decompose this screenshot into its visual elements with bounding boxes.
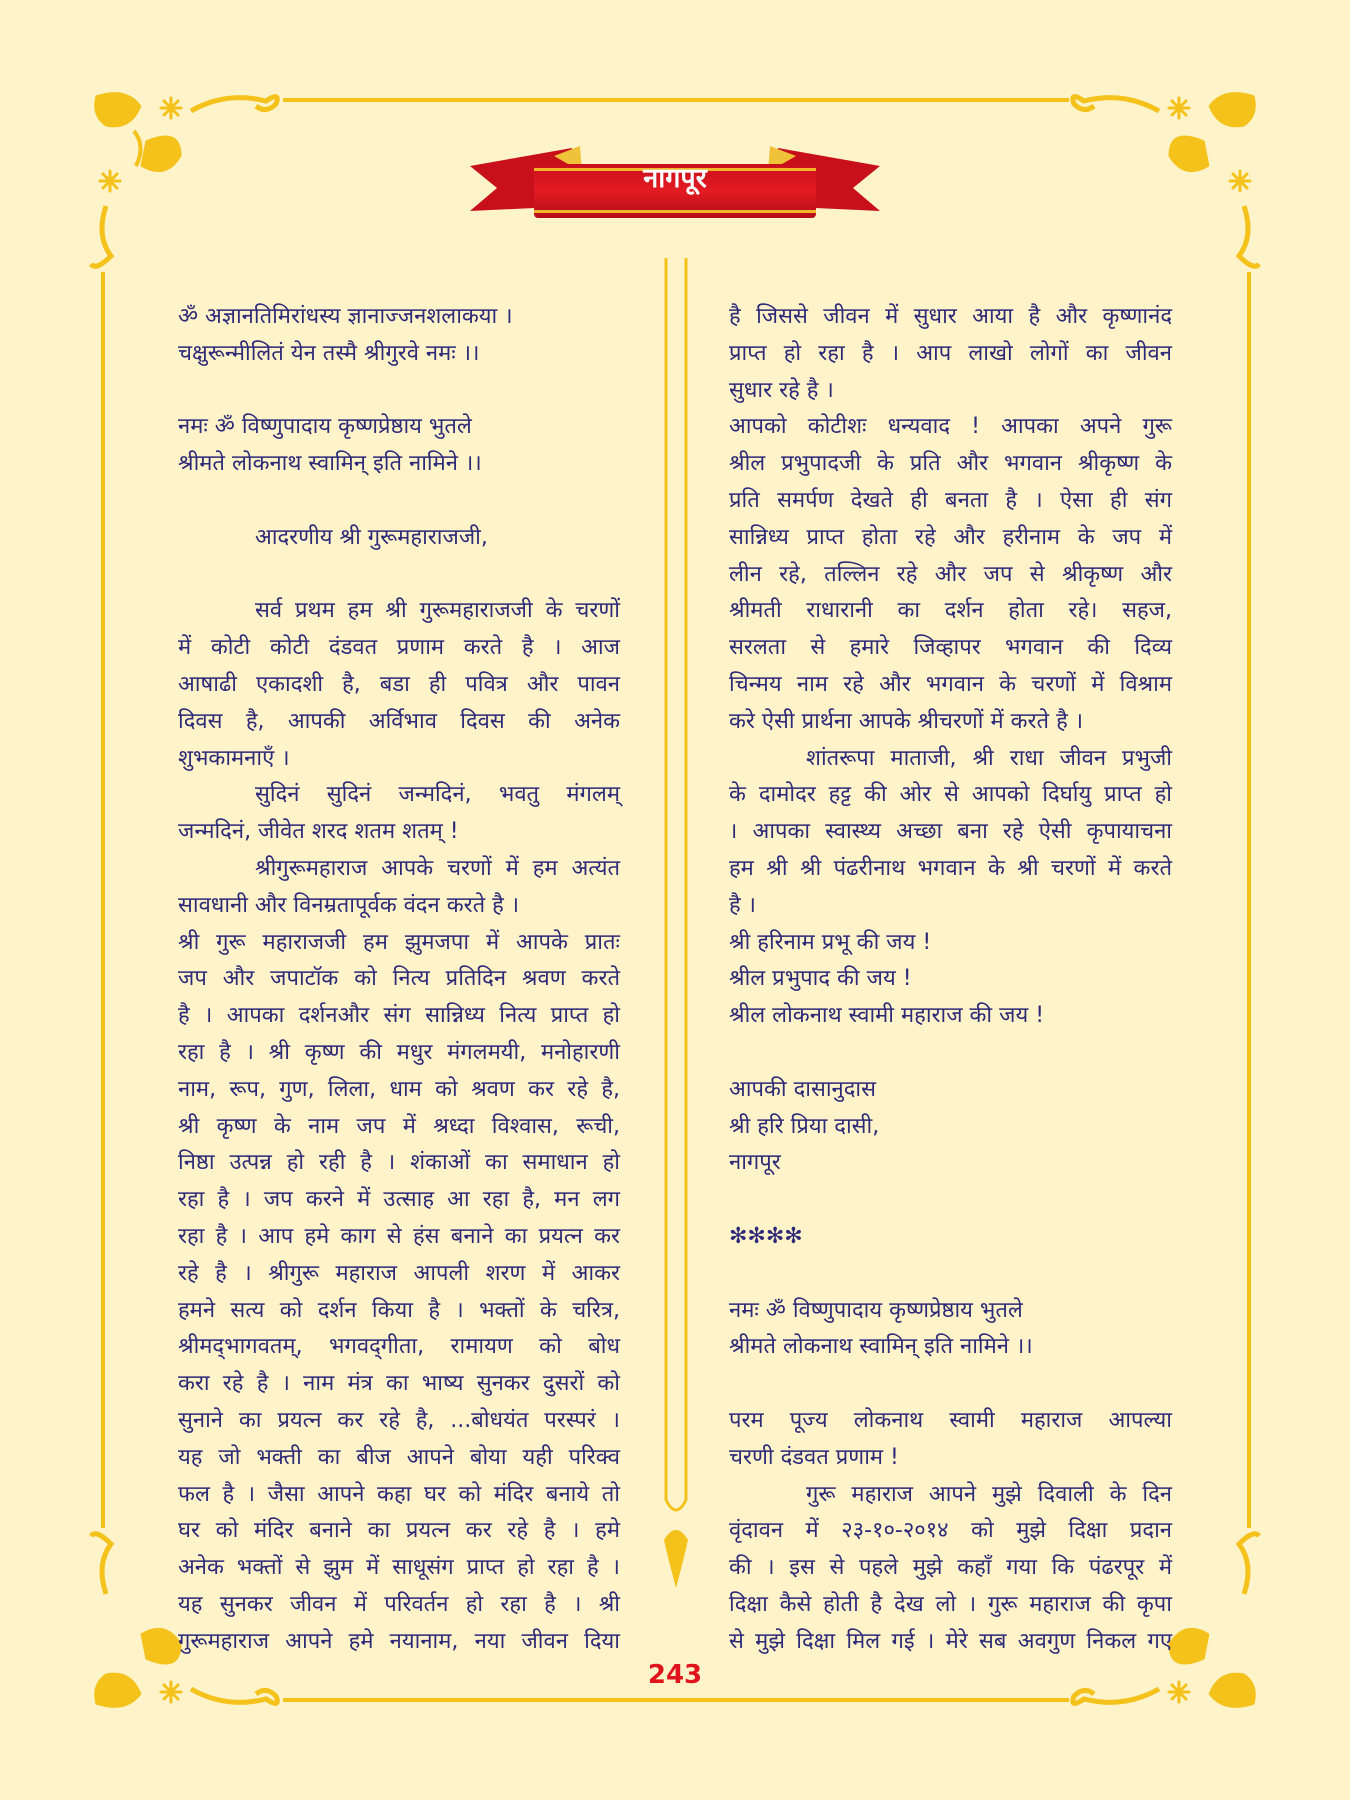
text-line: श्रीगुरूमहाराज आपके चरणों में हम अत्यंत: [255, 856, 620, 881]
text-line: है ।: [729, 892, 757, 918]
text-line: प्राप्त हो रहा है । आप लाखो लोगों का जीवन: [729, 340, 1172, 366]
border-bottom-line: [283, 1698, 1069, 1702]
text-line: सुनाने का प्रयत्न कर रहे है, ...बोधयंत परस्परं ।: [178, 1408, 620, 1433]
text-line: सरलता से हमारे जिव्हापर भगवान की दिव्य: [729, 635, 1172, 661]
text-line: है जिससे जीवन में सुधार आया है और कृष्णानंद: [729, 304, 1172, 329]
text-line: रहा है । आप हमे काग से हंस बनाने का प्रयत्न कर: [178, 1224, 620, 1249]
text-line: अनेक भक्तों से झुम में साधूसंग प्राप्त हो रहा है ।: [178, 1555, 620, 1581]
text-line: श्रीमते लोकनाथ स्वामिन् इति नामिने ।।: [178, 451, 482, 477]
text-line: लीन रहे, तल्लिन रहे और जप से श्रीकृष्ण और: [729, 561, 1172, 587]
text-line: गुरूमहाराज आपने हमे नयानाम, नया जीवन दिया: [178, 1628, 620, 1654]
column-divider: [662, 258, 690, 1618]
text-line: श्री गुरू महाराजजी हम झुमजपा में आपके प्रातः: [178, 929, 620, 955]
text-line: श्रील प्रभुपादजी के प्रति और भगवान श्रीकृष्ण के: [729, 451, 1172, 477]
text-line: नाम, रूप, गुण, लिला, धाम को श्रवण कर रहे है,: [178, 1076, 620, 1102]
text-line: श्रीमद्‌भागवतम्, भगवद्‌गीता, रामायण को बोध: [178, 1334, 620, 1360]
text-line: चक्षुरून्मीलितं येन तस्मै श्रीगुरवे नमः ।।: [178, 340, 480, 366]
text-line: रहा है । श्री कृष्ण की मधुर मंगलमयी, मनोहारणी: [178, 1040, 620, 1065]
text-line: । आपका स्वास्थ्य अच्छा बना रहे ऐसी कृपायाचना: [729, 819, 1172, 845]
border-top-line: [283, 98, 1069, 102]
text-line: करे ऐसी प्रार्थना आपके श्रीचरणों में करते है ।: [729, 708, 1084, 734]
text-line: रहे है । श्रीगुरू महाराज आपली शरण में आकर: [178, 1260, 620, 1286]
text-line: आदरणीय श्री गुरूमहाराजजी,: [255, 524, 488, 550]
text-line: नमः ॐ विष्णुपादाय कृष्णप्रेष्ठाय भुतले: [178, 414, 472, 440]
text-line: श्री हरि प्रिया दासी,: [729, 1113, 880, 1139]
text-line: परम पूज्य लोकनाथ स्वामी महाराज आपल्या: [729, 1408, 1172, 1433]
text-line: श्रील लोकनाथ स्वामी महाराज की जय !: [729, 1003, 1045, 1029]
text-line: नमः ॐ विष्णुपादाय कृष्णप्रेष्ठाय भुतले: [729, 1297, 1023, 1323]
text-line: वृंदावन में २३-१०-२०१४ को मुझे दिक्षा प्रदान: [729, 1518, 1172, 1544]
text-line: सान्निध्य प्राप्त होता रहे और हरीनाम के जप में: [729, 524, 1172, 550]
text-line: श्रील प्रभुपाद की जय !: [729, 966, 912, 992]
text-line: रहा है । जप करने में उत्साह आ रहा है, मन लग: [178, 1187, 620, 1213]
text-line: आषाढी एकादशी है, बडा ही पवित्र और पावन: [178, 672, 620, 697]
text-line: श्री कृष्ण के नाम जप में श्रध्दा विश्वास, रूची,: [178, 1113, 620, 1139]
text-line: ✻✻✻✻: [729, 1224, 803, 1249]
text-line: शांतरूपा माताजी, श्री राधा जीवन प्रभुजी: [806, 745, 1172, 771]
text-line: में कोटी कोटी दंडवत प्रणाम करते है । आज: [178, 635, 620, 661]
text-line: निष्ठा उत्पन्न हो रही है । शंकाओं का समाधान हो: [178, 1150, 620, 1176]
text-line: घर को मंदिर बनाने का प्रयत्न कर रहे है । हमे: [178, 1518, 620, 1544]
text-line: दिवस है, आपकी अर्विभाव दिवस की अनेक: [178, 708, 620, 734]
text-line: यह जो भक्ती का बीज आपने बोया यही परिक्व: [178, 1444, 620, 1470]
text-line: करा रहे है । नाम मंत्र का भाष्य सुनकर दुसरों को: [178, 1371, 620, 1397]
text-line: ॐ अज्ञानतिमिरांधस्य ज्ञानाज्जनशलाकया ।: [178, 304, 513, 329]
text-line: प्रति समर्पण देखते ही बनता है । ऐसा ही संग: [729, 488, 1172, 513]
text-line: सुधार रहे है ।: [729, 377, 834, 403]
border-left-line: [101, 272, 105, 1528]
text-line: श्रीमते लोकनाथ स्वामिन् इति नामिने ।।: [729, 1334, 1033, 1360]
text-line: आपको कोटीशः धन्यवाद ! आपका अपने गुरू: [729, 414, 1172, 440]
text-line: सर्व प्रथम हम श्री गुरूमहाराजजी के चरणों: [255, 598, 620, 624]
page-number: 243: [647, 1660, 703, 1690]
text-line: श्री हरिनाम प्रभू की जय !: [729, 929, 932, 955]
text-line: जप और जपाटॉक को नित्य प्रतिदिन श्रवण करते: [178, 966, 620, 992]
text-line: के दामोदर हट्ट की ओर से आपको दिर्घायु प्राप्त हो: [729, 782, 1172, 808]
text-line: गुरू महाराज आपने मुझे दिवाली के दिन: [806, 1481, 1172, 1507]
text-line: है । आपका दर्शनऔर संग सान्निध्य नित्य प्राप्त हो: [178, 1003, 620, 1029]
text-line: हमने सत्य को दर्शन किया है । भक्तों के चरित्र,: [178, 1297, 620, 1323]
text-line: हम श्री श्री पंढरीनाथ भगवान के श्री चरणों में करते: [729, 856, 1172, 881]
text-line: से मुझे दिक्षा मिल गई । मेरे सब अवगुण निकल गए: [729, 1628, 1172, 1654]
text-line: चिन्मय नाम रहे और भगवान के चरणों में विश्राम: [729, 672, 1172, 697]
text-line: शुभकामनाएँ ।: [178, 745, 290, 771]
page-title: नागपूर: [643, 163, 707, 194]
text-line: सावधानी और विनम्रतापूर्वक वंदन करते है ।: [178, 892, 520, 918]
text-line: सुदिनं सुदिनं जन्मदिनं, भवतु मंगलम्: [255, 782, 620, 808]
text-line: चरणी दंडवत प्रणाम !: [729, 1444, 899, 1470]
text-line: श्रीमती राधारानी का दर्शन होता रहे। सहज,: [729, 598, 1172, 624]
text-line: आपकी दासानुदास: [729, 1076, 876, 1102]
text-line: नागपूर: [729, 1150, 781, 1176]
text-line: दिक्षा कैसे होती है देख लो । गुरू महाराज की कृपा: [729, 1592, 1172, 1617]
text-line: फल है । जैसा आपने कहा घर को मंदिर बनाये तो: [178, 1481, 620, 1507]
text-line: यह सुनकर जीवन में परिवर्तन हो रहा है । श्री: [178, 1592, 620, 1617]
text-line: की । इस से पहले मुझे कहाँ गया कि पंढरपूर में: [729, 1555, 1172, 1581]
border-right-line: [1247, 272, 1251, 1528]
text-line: जन्मदिनं, जीवेत शरद शतम शतम् !: [178, 819, 459, 845]
